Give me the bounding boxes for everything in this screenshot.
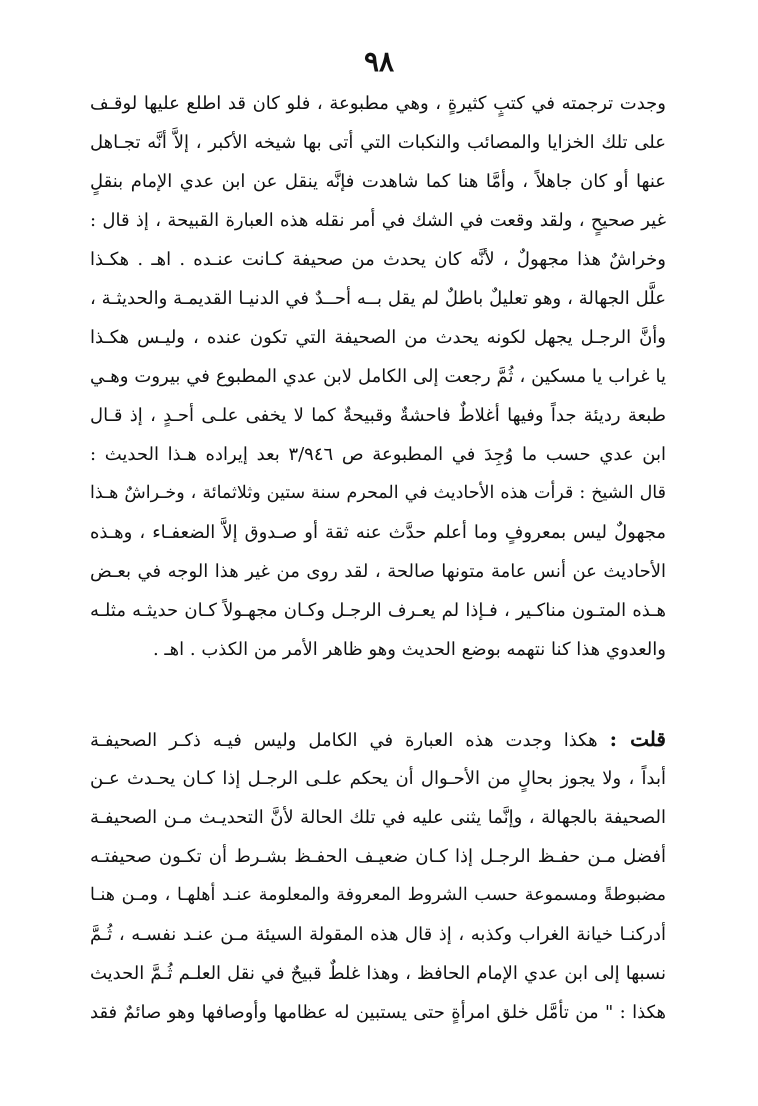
text-line: وأنَّ الرجـل يجهل لكونه يحدث من الصحيفة التي تكون عنده ، وليـس هكـذا xyxy=(90,327,666,348)
text-line: أفضل مـن حفـظ الرجـل إذا كـان ضعيـف الحفـظ بشـرط أن تكـون صحيفتـه xyxy=(90,846,666,867)
text-line: هـذه المتـون مناكـير ، فـإذا لم يعـرف الرجـل وكـان مجهـولاً كـان حديثـه مثلـه xyxy=(90,600,666,621)
text-line: يا غراب يا مسكين ، ثُمَّ رجعت إلى الكامل لابن عدي المطبوع في بيروت وهـي xyxy=(90,366,666,387)
text-line: أدركنـا خيانة الغراب وكذبه ، إذ قال هذه المقولة السيئة مـن عنـد نفسـه ، ثُـمَّ xyxy=(90,924,666,945)
text-line-first xyxy=(90,720,666,759)
text-line: عنها أو كان جاهلاً ، وأمَّا هنا كما شاهدت فإنَّه ينقل عن ابن عدي الإمام بنقلٍ xyxy=(90,171,666,192)
text-line: مجهولٌ ليس بمعروفٍ وما أعلم حدَّث عنه ثقة أو صـدوق إلاَّ الضعفـاء ، وهـذه xyxy=(90,522,666,543)
text-line: الصحيفة بالجهالة ، وإنَّما يثنى عليه في تلك الحالة لأنَّ التحديـث مـن الصحيفـة xyxy=(90,807,666,828)
text-line: ابن عدي حسب ما وُجِدَ في المطبوعة ص ٣/٩٤٦ بعد إيراده هـذا الحديث : xyxy=(90,444,666,465)
text-line: الأحاديث عن أنس عامة متونها صالحة ، لقد روى من غير هذا الوجه في بعـض xyxy=(90,561,666,582)
text-line: وخراشٌ هذا مجهولٌ ، لأنَّه كان يحدث من صحيفة كـانت عنـده . اهـ . هكـذا xyxy=(90,249,666,270)
text-line: قال الشيخ : قرأت هذه الأحاديث في المحرم سنة ستين وثلاثمائة ، وخـراشٌ هـذا xyxy=(90,483,666,503)
text-line: أبداً ، ولا يجوز بحالٍ من الأحـوال أن يحكم علـى الرجـل إذا كـان يحـدث عـن xyxy=(90,768,666,789)
text-line: والعدوي هذا كنا نتهمه بوضع الحديث وهو ظاهر الأمر من الكذب . اهـ . xyxy=(152,639,666,660)
text-line: على تلك الخزايا والمصائب والنكبات التي أتى بها شيخه الأكبر ، إلاَّ أنَّه تجـاهل xyxy=(90,132,666,153)
qult-heading: قلت : xyxy=(609,727,666,751)
text-line: علَّل الجهالة ، وهو تعليلٌ باطلٌ لم يقل بــه أحــدٌ في الدنيـا القديمـة والحديثـة ، xyxy=(90,288,666,309)
paragraph-2 xyxy=(90,720,666,1032)
first-line-text: هكذا وجدت هذه العبارة في الكامل وليس فيـه ذكـر الصحيفـة xyxy=(90,730,598,751)
page-number: ٩٨ xyxy=(363,45,395,78)
text-line: وجدت ترجمته في كتبٍ كثيرةٍ ، وهي مطبوعة ، فلو كان قد اطلع عليها لوقـف xyxy=(90,93,666,114)
text-line: طبعة رديئة جداً وفيها أغلاطٌ فاحشةٌ وقبيحةٌ كما لا يخفى علـى أحـدٍ ، إذ قـال xyxy=(90,405,666,426)
text-line: هكذا : " من تأمَّل خلق امرأةٍ حتى يستبين له عظامها وأوصافها وهو صائمٌ فقد xyxy=(90,1002,666,1023)
text-line: مضبوطةً ومسموعة حسب الشروط المعروفة والمعلومة عنـد أهلهـا ، ومـن هنـا xyxy=(90,885,666,905)
text-line: نسبها إلى ابن عدي الإمام الحافظ ، وهذا غلطٌ قبيحٌ في نقل العلـم ثُـمَّ الحديث xyxy=(90,963,666,984)
text-line: غير صحيحٍ ، ولقد وقعت في الشك في أمر نقله هذه العبارة القبيحة ، إذ قال : xyxy=(90,210,666,231)
paragraph-1 xyxy=(90,84,666,669)
